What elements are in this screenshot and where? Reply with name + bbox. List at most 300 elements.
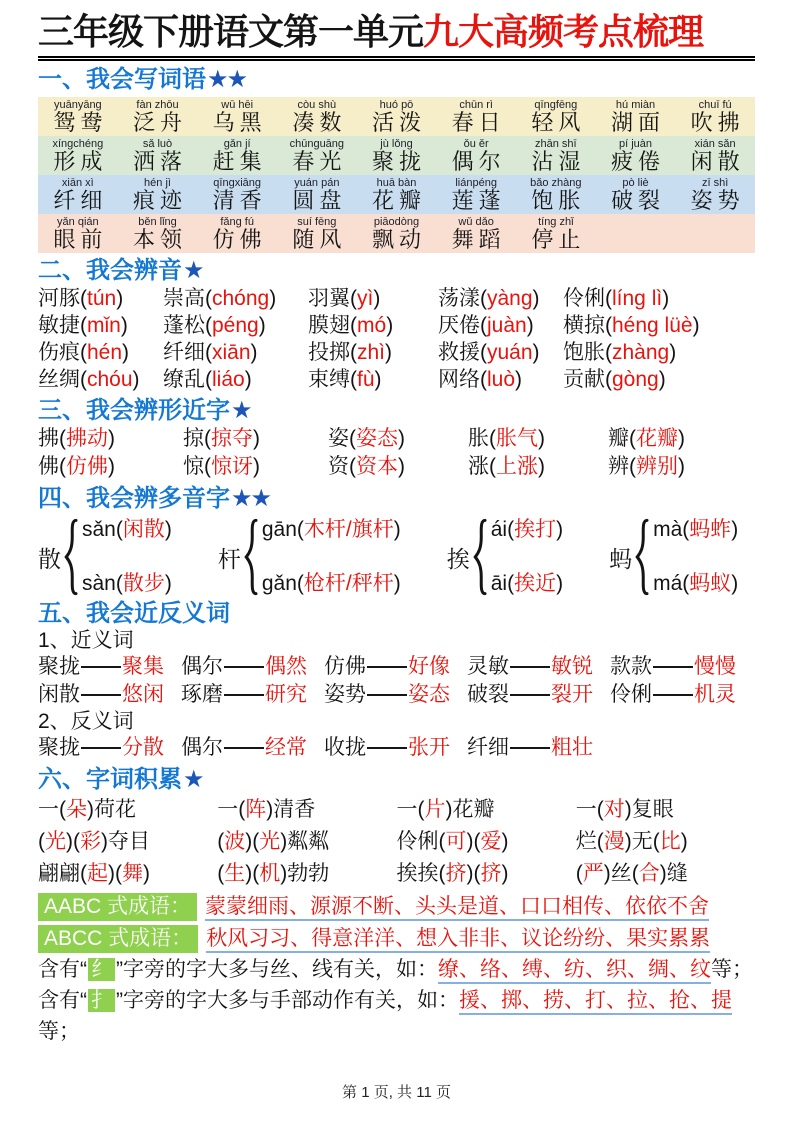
pinyin-label: xíngchéng (52, 138, 104, 150)
text-segment: 翩翩( (38, 862, 87, 885)
word-text: 清香 (212, 188, 267, 213)
word-cell (436, 138, 516, 173)
right-word: 聚集 (122, 655, 164, 678)
word-pair (181, 653, 324, 681)
text-segment: 彩 (80, 830, 101, 853)
word-cell (436, 99, 516, 134)
text-segment: 援、掷、捞、打、拉、抢、提 (459, 989, 732, 1015)
text-segment: ( (575, 862, 583, 885)
section-4-heading (38, 485, 755, 513)
pinyin-text: mà (653, 518, 683, 541)
word-table (38, 97, 755, 253)
polyphone-character: 杆 (217, 545, 241, 572)
word-text: 荡漾 (438, 287, 480, 310)
word-text: 破裂 (610, 188, 665, 213)
section-5-title: 五、我会近反义词 (38, 600, 230, 627)
paren-open: ( (682, 572, 690, 595)
pronunciation-item (163, 285, 308, 312)
word-pair (467, 681, 610, 709)
word-text: 湖面 (610, 110, 665, 135)
text-segment: 等； (38, 1020, 80, 1043)
paren-close: ) (678, 455, 685, 478)
word-text: 本领 (132, 227, 187, 252)
dash-line (224, 694, 264, 697)
accumulation-row (38, 858, 755, 890)
paren-close: ) (258, 314, 266, 337)
left-word: 款款 (610, 655, 652, 678)
similar-character-item (468, 453, 608, 481)
text-segment: ( (217, 862, 225, 885)
pronunciation-row (38, 366, 755, 393)
paren-open: ( (80, 368, 87, 391)
word-pair (324, 653, 467, 681)
left-word: 纤细 (467, 736, 509, 759)
left-word: 偶尔 (181, 655, 223, 678)
example-word: 姿态 (356, 427, 398, 450)
pronunciation-item (38, 285, 163, 312)
polyphone-character: 散 (38, 545, 61, 572)
word-pair (610, 681, 753, 709)
text-segment: )( (466, 830, 481, 853)
pronunciation-item (308, 312, 438, 339)
word-cell (675, 138, 755, 173)
pinyin-text: sàn (82, 572, 116, 595)
pinyin-text: yì (357, 287, 374, 310)
character-text: 辨 (608, 455, 629, 478)
example-word: 花瓣 (636, 427, 678, 450)
text-segment: ) (501, 830, 509, 853)
word-text: 形成 (53, 149, 108, 174)
similar-character-item (38, 425, 183, 453)
pinyin-text: tún (87, 287, 117, 310)
word-text: 束缚 (308, 368, 350, 391)
pronunciation-item (308, 339, 438, 366)
dash-line (367, 666, 407, 669)
title-black-part: 三年级下册语文第一单元 (38, 11, 424, 52)
text-segment: 挤 (480, 862, 502, 885)
paren-close: ) (386, 314, 394, 337)
pinyin-label: sǎ luò (142, 138, 173, 150)
word-cell (38, 138, 118, 173)
word-cell (675, 216, 755, 251)
word-text: 轻风 (531, 110, 586, 135)
word-cell (38, 216, 118, 251)
word-cell (118, 138, 198, 173)
word-cell (197, 138, 277, 173)
word-pair (38, 653, 181, 681)
text-segment: ABCC 式成语： (38, 925, 198, 953)
pinyin-label: pí juàn (618, 138, 652, 150)
word-text: 泛舟 (132, 110, 187, 135)
aabc-idioms-line (38, 892, 755, 922)
pinyin-label: fǎng fú (220, 216, 254, 228)
pronunciation-item (38, 366, 163, 393)
pronunciation-row (38, 312, 755, 339)
character-text: 涨 (468, 455, 489, 478)
pinyin-label: wū hēi (221, 99, 254, 111)
pinyin-text: sǎn (82, 518, 116, 541)
right-word: 裂开 (551, 683, 593, 706)
similar-characters-row (38, 425, 755, 453)
synonyms-label: 1、近义词 (38, 629, 134, 652)
accumulation-item (397, 858, 576, 890)
right-word: 慢慢 (694, 655, 736, 678)
word-text: 仿佛 (212, 227, 267, 252)
paren-close: ) (373, 287, 381, 310)
pinyin-label: xiān xì (61, 177, 94, 189)
text-segment: 波 (224, 830, 246, 853)
similar-character-item (183, 453, 328, 481)
text-segment: 秋风习习、得意洋洋、想入非非、议论纷纷、果实累累 (206, 927, 710, 953)
paren-open: ( (350, 314, 357, 337)
section-1-title: 一、我会写词语 (38, 66, 206, 93)
pinyin-text: yàng (487, 287, 533, 310)
word-cell (277, 216, 357, 251)
word-text: 蓬松 (163, 314, 205, 337)
section-6-stars: ★ (183, 766, 203, 793)
pronunciation-forms (82, 518, 172, 596)
text-segment: 扌 (88, 989, 115, 1012)
word-text: 活泼 (371, 110, 426, 135)
text-segment: )( (66, 830, 80, 853)
paren-close: ) (692, 314, 700, 337)
polyphone-character: 挨 (446, 545, 470, 572)
paren-open: ( (480, 314, 487, 337)
word-text: 丝绸 (38, 368, 80, 391)
section-4-stars: ★★ (231, 485, 271, 512)
paren-open: ( (480, 287, 487, 310)
word-text: 河豚 (38, 287, 80, 310)
accumulation-item (576, 826, 755, 858)
pinyin-text: mǐn (87, 314, 121, 337)
left-word: 仿佛 (324, 655, 366, 678)
pinyin-label: qīngxiāng (213, 177, 262, 189)
pinyin-text: gòng (612, 368, 659, 391)
text-segment: 机 (259, 862, 281, 885)
paren-close: ) (669, 341, 677, 364)
pinyin-text: chóu (87, 368, 133, 391)
section-4-title: 四、我会辨多音字 (38, 485, 230, 512)
word-text: 沾湿 (531, 149, 586, 174)
pronunciation-item (38, 312, 163, 339)
word-cell (436, 177, 516, 212)
paren-close: ) (120, 314, 128, 337)
paren-close: ) (374, 368, 382, 391)
word-cell (516, 177, 596, 212)
text-segment: )复眼 (624, 798, 674, 821)
text-segment: 挤 (445, 862, 467, 885)
example-word: 挨近 (514, 572, 557, 595)
polyphone-group (447, 518, 563, 596)
pronunciation-item (438, 285, 563, 312)
paren-open: ( (489, 455, 496, 478)
text-segment: )夺目 (101, 830, 150, 853)
word-cell (596, 216, 676, 251)
word-cell (516, 216, 596, 251)
section-6-title: 六、字词积累 (38, 766, 182, 793)
pinyin-label: gǎn jí (223, 138, 251, 150)
pronunciation-forms (653, 518, 738, 596)
similar-character-item (38, 453, 183, 481)
pinyin-text: liáo (212, 368, 245, 391)
text-segment: 起 (87, 862, 108, 885)
paren-open: ( (115, 572, 123, 595)
word-cell (277, 138, 357, 173)
polyphone-diagram (38, 518, 755, 596)
paren-close: ) (253, 427, 260, 450)
paren-close: ) (532, 287, 540, 310)
brace-icon (635, 518, 650, 596)
paren-close: ) (108, 427, 115, 450)
paren-close: ) (253, 455, 260, 478)
accumulation-item (38, 794, 217, 826)
page-title (38, 10, 755, 61)
word-pair (38, 681, 181, 709)
dash-line (510, 694, 550, 697)
paren-close: ) (122, 341, 130, 364)
dash-line (367, 747, 407, 750)
pronunciation-item (38, 339, 163, 366)
word-cell (197, 99, 277, 134)
similar-characters-list (38, 425, 755, 481)
pinyin-text: zhàng (612, 341, 670, 364)
paren-open: ( (59, 427, 66, 450)
brace-icon (244, 518, 259, 596)
pinyin-label: xián sǎn (694, 138, 736, 150)
pinyin-label: zī shì (702, 177, 729, 189)
paren-close: ) (116, 287, 124, 310)
pronunciation-item (563, 366, 755, 393)
pronunciation-item (308, 366, 438, 393)
section-5-heading (38, 600, 755, 628)
example-word: 仿佛 (66, 455, 108, 478)
antonyms-label: 2、反义词 (38, 710, 134, 733)
section-2-title: 二、我会辨音 (38, 257, 182, 284)
right-word: 研究 (265, 683, 307, 706)
text-segment: AABC 式成语： (38, 893, 197, 921)
pronunciation-form (82, 518, 172, 542)
word-cell (277, 177, 357, 212)
text-segment: 光 (45, 830, 66, 853)
text-segment: 含有“ (38, 989, 87, 1012)
pronunciation-item (438, 339, 563, 366)
similar-character-item (328, 425, 468, 453)
pinyin-label: pò liè (622, 177, 649, 189)
pinyin-label: tíng zhǐ (538, 216, 574, 228)
word-text: 吹拂 (690, 110, 745, 135)
text-segment: )( (245, 830, 260, 853)
word-text: 伶俐 (563, 287, 605, 310)
dash-line (653, 666, 693, 669)
text-segment: 一( (575, 798, 604, 821)
word-cell (357, 138, 437, 173)
dash-line (510, 666, 550, 669)
paren-open: ( (507, 518, 515, 541)
paren-open: ( (682, 518, 690, 541)
paren-open: ( (80, 341, 87, 364)
word-text: 膜翅 (308, 314, 350, 337)
example-word: 散步 (122, 572, 165, 595)
dash-line (81, 694, 121, 697)
word-text: 赶集 (212, 149, 267, 174)
pinyin-text: gān (261, 518, 297, 541)
pronunciation-form (653, 518, 738, 542)
character-text: 资 (328, 455, 349, 478)
word-text: 伤痕 (38, 341, 80, 364)
word-text: 投掷 (308, 341, 350, 364)
example-word: 辨别 (636, 455, 678, 478)
example-word: 胀气 (496, 427, 538, 450)
similar-character-item (608, 453, 755, 481)
section-1-heading (38, 66, 755, 94)
dash-line (653, 694, 693, 697)
pinyin-text: yuán (487, 341, 533, 364)
pinyin-label: chūnguāng (289, 138, 345, 150)
character-text: 掠 (183, 427, 204, 450)
left-word: 姿势 (324, 683, 366, 706)
pinyin-label: jù lǒng (380, 138, 413, 150)
pinyin-text: héng lüè (612, 314, 693, 337)
paren-close: ) (532, 341, 540, 364)
paren-close: ) (556, 518, 564, 541)
text-segment: 对 (603, 798, 625, 821)
pronunciation-form (82, 572, 172, 596)
paren-close: ) (678, 427, 685, 450)
paren-open: ( (605, 287, 612, 310)
page-number: 第 1 页, 共 11 页 (342, 1084, 451, 1101)
example-word: 挨打 (514, 518, 557, 541)
text-segment: ”字旁的字大多与丝、线有关，如： (116, 958, 438, 981)
word-cell (277, 99, 357, 134)
paren-close: ) (538, 427, 545, 450)
word-cell (516, 99, 596, 134)
word-text: 舞蹈 (451, 227, 506, 252)
pinyin-label: zhān shī (535, 138, 577, 150)
word-cell (596, 177, 676, 212)
word-cell (38, 177, 118, 212)
word-text: 莲蓬 (451, 188, 506, 213)
pronunciation-item (438, 366, 563, 393)
pinyin-label: ǒu ěr (463, 138, 489, 150)
text-segment: 阵 (245, 798, 267, 821)
brace-icon (473, 518, 488, 596)
paren-close: ) (385, 341, 393, 364)
text-segment: )无( (624, 830, 660, 853)
antonyms-list (38, 734, 755, 762)
text-segment: )缝 (659, 862, 688, 885)
right-word: 偶然 (265, 655, 307, 678)
left-word: 闲散 (38, 683, 80, 706)
paren-close: ) (244, 368, 252, 391)
similar-characters-row (38, 453, 755, 481)
text-segment: 生 (224, 862, 246, 885)
left-word: 琢磨 (181, 683, 223, 706)
word-text: 聚拢 (371, 149, 426, 174)
pronunciation-item (163, 312, 308, 339)
pinyin-text: mó (357, 314, 387, 337)
text-segment: 一( (38, 798, 66, 821)
text-segment: 伶俐( (396, 830, 446, 853)
title-red-part: 九大高频考点梳理 (423, 11, 704, 52)
paren-open: ( (480, 341, 487, 364)
word-cell (197, 177, 277, 212)
text-segment: 烂( (575, 830, 604, 853)
word-text: 缭乱 (163, 368, 205, 391)
section-1-stars: ★★ (207, 66, 247, 93)
pinyin-label: yuán pán (294, 177, 340, 189)
word-cell (118, 99, 198, 134)
paren-open: ( (605, 341, 612, 364)
polyphone-group (38, 518, 172, 596)
pinyin-label: huā bàn (376, 177, 417, 189)
paren-open: ( (605, 314, 612, 337)
pinyin-text: má (653, 572, 683, 595)
paren-open: ( (296, 572, 304, 595)
right-word: 姿态 (408, 683, 450, 706)
word-text: 网络 (438, 368, 480, 391)
text-segment: )( (108, 862, 122, 885)
word-cell (357, 216, 437, 251)
accumulation-item (217, 826, 396, 858)
left-word: 收拢 (324, 736, 366, 759)
word-table-row (38, 214, 755, 253)
pinyin-label: chuī fú (698, 99, 732, 111)
word-pair (324, 681, 467, 709)
text-segment: )花瓣 (445, 798, 495, 821)
word-text: 纤细 (163, 341, 205, 364)
paren-open: ( (629, 455, 636, 478)
word-text: 贡献 (563, 368, 605, 391)
example-word: 上涨 (496, 455, 538, 478)
pinyin-text: zhì (357, 341, 386, 364)
paren-open: ( (629, 427, 636, 450)
abcc-idioms-line (38, 924, 755, 954)
polyphone-character: 蚂 (609, 545, 633, 572)
word-text: 痕迹 (132, 188, 187, 213)
word-cell (596, 99, 676, 134)
word-cell (596, 138, 676, 173)
text-segment: ) (680, 830, 688, 853)
pinyin-label: chūn rì (459, 99, 493, 111)
synonyms-list (38, 653, 755, 709)
word-text: 疲倦 (610, 149, 665, 174)
pinyin-text: gǎn (261, 572, 297, 595)
pronunciation-row (38, 339, 755, 366)
text-segment: )( (466, 862, 481, 885)
paren-open: ( (296, 518, 304, 541)
character-text: 拂 (38, 427, 59, 450)
word-text: 凑数 (292, 110, 347, 135)
pronunciation-item (563, 312, 755, 339)
word-text: 饱胀 (563, 341, 605, 364)
example-word: 掠夺 (211, 427, 253, 450)
pinyin-text: chóng (212, 287, 270, 310)
text-segment: )丝( (603, 862, 639, 885)
word-pair (38, 734, 181, 762)
paren-open: ( (605, 368, 612, 391)
word-text: 崇高 (163, 287, 205, 310)
right-word: 机灵 (694, 683, 736, 706)
character-text: 佛 (38, 455, 59, 478)
paren-open: ( (205, 314, 212, 337)
example-word: 木杆/旗杆 (303, 518, 394, 541)
pronunciation-item (308, 285, 438, 312)
word-pair (467, 734, 610, 762)
character-text: 瓣 (608, 427, 629, 450)
pronunciation-item (163, 339, 308, 366)
right-word: 分散 (122, 736, 164, 759)
text-segment: )勃勃 (280, 862, 330, 885)
